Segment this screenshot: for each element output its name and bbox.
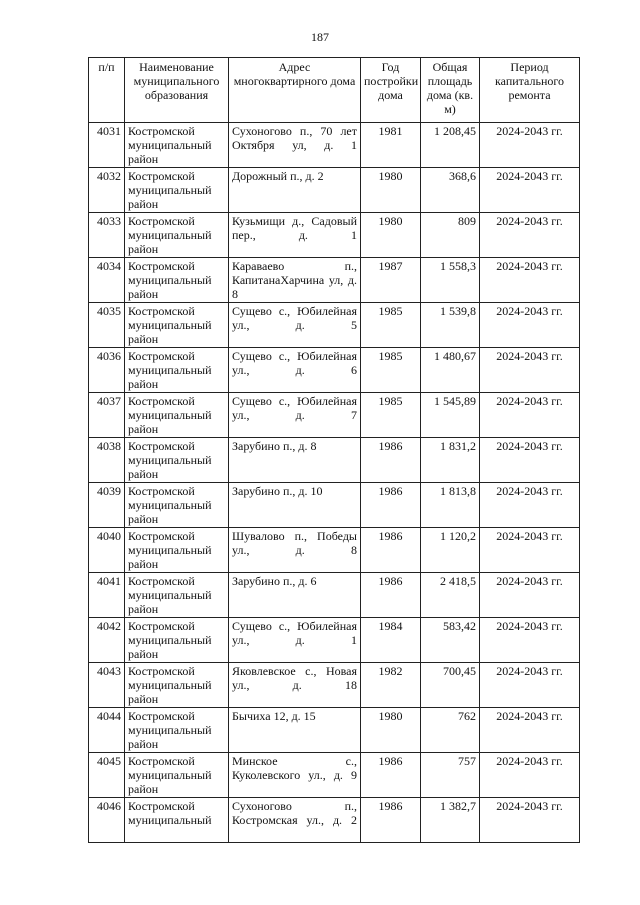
table-row — [89, 303, 580, 348]
header-num: п/п — [89, 58, 125, 123]
year-built-cell: 1986 — [361, 798, 421, 843]
table-row — [89, 708, 580, 753]
row-number: 4039 — [89, 483, 125, 528]
year-built-cell: 1986 — [361, 528, 421, 573]
repair-period-cell: 2024-2043 гг. — [480, 213, 580, 258]
address-cell: Бычиха 12, д. 15 — [229, 708, 361, 753]
header-area: Общая площадь дома (кв. м) — [421, 58, 480, 123]
table-row — [89, 528, 580, 573]
repair-period-cell: 2024-2043 гг. — [480, 753, 580, 798]
address-cell: Зарубино п., д. 8 — [229, 438, 361, 483]
table-row — [89, 438, 580, 483]
year-built-cell: 1986 — [361, 483, 421, 528]
municipality-cell: Костромской муниципальный район — [125, 483, 229, 528]
repair-period-cell: 2024-2043 гг. — [480, 708, 580, 753]
total-area-cell: 757 — [421, 753, 480, 798]
table-row — [89, 168, 580, 213]
repair-period-cell: 2024-2043 гг. — [480, 528, 580, 573]
total-area-cell: 1 558,3 — [421, 258, 480, 303]
table-row — [89, 213, 580, 258]
address-cell: Сущево с., Юбилейная ул., д. 1 — [229, 618, 361, 663]
address-cell: Зарубино п., д. 10 — [229, 483, 361, 528]
address-cell: Караваево п., КапитанаХарчина ул, д. 8 — [229, 258, 361, 303]
total-area-cell: 809 — [421, 213, 480, 258]
year-built-cell: 1980 — [361, 213, 421, 258]
municipality-cell: Костромской муниципальный район — [125, 663, 229, 708]
municipality-cell: Костромской муниципальный район — [125, 213, 229, 258]
row-number: 4043 — [89, 663, 125, 708]
row-number: 4035 — [89, 303, 125, 348]
address-cell: Сущево с., Юбилейная ул., д. 7 — [229, 393, 361, 438]
row-number: 4031 — [89, 123, 125, 168]
total-area-cell: 700,45 — [421, 663, 480, 708]
year-built-cell: 1985 — [361, 348, 421, 393]
table-row — [89, 618, 580, 663]
year-built-cell: 1980 — [361, 708, 421, 753]
total-area-cell: 1 208,45 — [421, 123, 480, 168]
year-built-cell: 1985 — [361, 303, 421, 348]
municipality-cell: Костромской муниципальный район — [125, 618, 229, 663]
year-built-cell: 1986 — [361, 753, 421, 798]
total-area-cell: 1 545,89 — [421, 393, 480, 438]
repair-period-cell: 2024-2043 гг. — [480, 168, 580, 213]
row-number: 4037 — [89, 393, 125, 438]
address-cell: Минское с., Куколевского ул., д. 9 — [229, 753, 361, 798]
repair-period-cell: 2024-2043 гг. — [480, 393, 580, 438]
year-built-cell: 1985 — [361, 393, 421, 438]
repair-period-cell: 2024-2043 гг. — [480, 348, 580, 393]
repair-period-cell: 2024-2043 гг. — [480, 258, 580, 303]
year-built-cell: 1984 — [361, 618, 421, 663]
header-municipality: Наименование муниципального образования — [125, 58, 229, 123]
repair-period-cell: 2024-2043 гг. — [480, 618, 580, 663]
municipality-cell: Костромской муниципальный район — [125, 348, 229, 393]
municipality-cell: Костромской муниципальный район — [125, 753, 229, 798]
table-row — [89, 483, 580, 528]
repair-period-cell: 2024-2043 гг. — [480, 483, 580, 528]
row-number: 4040 — [89, 528, 125, 573]
municipality-cell: Костромской муниципальный район — [125, 393, 229, 438]
year-built-cell: 1981 — [361, 123, 421, 168]
table-row — [89, 798, 580, 843]
municipality-cell: Костромской муниципальный район — [125, 303, 229, 348]
municipality-cell: Костромской муниципальный — [125, 798, 229, 843]
repair-period-cell: 2024-2043 гг. — [480, 573, 580, 618]
table-row — [89, 393, 580, 438]
table-row — [89, 348, 580, 393]
repair-period-cell: 2024-2043 гг. — [480, 303, 580, 348]
total-area-cell: 2 418,5 — [421, 573, 480, 618]
municipality-cell: Костромской муниципальный район — [125, 168, 229, 213]
row-number: 4042 — [89, 618, 125, 663]
municipality-cell: Костромской муниципальный район — [125, 123, 229, 168]
total-area-cell: 1 382,7 — [421, 798, 480, 843]
total-area-cell: 1 120,2 — [421, 528, 480, 573]
address-cell: Сухоногово п., Костромская ул., д. 2 — [229, 798, 361, 843]
total-area-cell: 583,42 — [421, 618, 480, 663]
year-built-cell: 1987 — [361, 258, 421, 303]
total-area-cell: 762 — [421, 708, 480, 753]
table-row — [89, 663, 580, 708]
row-number: 4041 — [89, 573, 125, 618]
total-area-cell: 1 813,8 — [421, 483, 480, 528]
year-built-cell: 1986 — [361, 573, 421, 618]
municipality-cell: Костромской муниципальный район — [125, 258, 229, 303]
total-area-cell: 1 831,2 — [421, 438, 480, 483]
table-header-row — [89, 58, 580, 123]
address-cell: Зарубино п., д. 6 — [229, 573, 361, 618]
repair-period-cell: 2024-2043 гг. — [480, 663, 580, 708]
address-cell: Сущево с., Юбилейная ул., д. 5 — [229, 303, 361, 348]
address-cell: Яковлевское с., Новая ул., д. 18 — [229, 663, 361, 708]
housing-registry-table — [88, 57, 580, 843]
row-number: 4033 — [89, 213, 125, 258]
row-number: 4046 — [89, 798, 125, 843]
repair-period-cell: 2024-2043 гг. — [480, 123, 580, 168]
year-built-cell: 1980 — [361, 168, 421, 213]
header-address: Адрес многоквартирного дома — [229, 58, 361, 123]
address-cell: Шувалово п., Победы ул., д. 8 — [229, 528, 361, 573]
table-row — [89, 573, 580, 618]
row-number: 4032 — [89, 168, 125, 213]
total-area-cell: 368,6 — [421, 168, 480, 213]
address-cell: Сухоногово п., 70 лет Октября ул, д. 1 — [229, 123, 361, 168]
header-period: Период капитального ремонта — [480, 58, 580, 123]
year-built-cell: 1986 — [361, 438, 421, 483]
header-year: Год постройки дома — [361, 58, 421, 123]
row-number: 4045 — [89, 753, 125, 798]
municipality-cell: Костромской муниципальный район — [125, 708, 229, 753]
address-cell: Сущево с., Юбилейная ул., д. 6 — [229, 348, 361, 393]
municipality-cell: Костромской муниципальный район — [125, 528, 229, 573]
year-built-cell: 1982 — [361, 663, 421, 708]
page-number: 187 — [311, 30, 329, 44]
repair-period-cell: 2024-2043 гг. — [480, 438, 580, 483]
address-cell: Дорожный п., д. 2 — [229, 168, 361, 213]
repair-period-cell: 2024-2043 гг. — [480, 798, 580, 843]
table-row — [89, 258, 580, 303]
row-number: 4044 — [89, 708, 125, 753]
municipality-cell: Костромской муниципальный район — [125, 438, 229, 483]
row-number: 4038 — [89, 438, 125, 483]
table-row — [89, 753, 580, 798]
total-area-cell: 1 480,67 — [421, 348, 480, 393]
address-cell: Кузьмищи д., Садовый пер., д. 1 — [229, 213, 361, 258]
row-number: 4036 — [89, 348, 125, 393]
total-area-cell: 1 539,8 — [421, 303, 480, 348]
table-row — [89, 123, 580, 168]
municipality-cell: Костромской муниципальный район — [125, 573, 229, 618]
row-number: 4034 — [89, 258, 125, 303]
